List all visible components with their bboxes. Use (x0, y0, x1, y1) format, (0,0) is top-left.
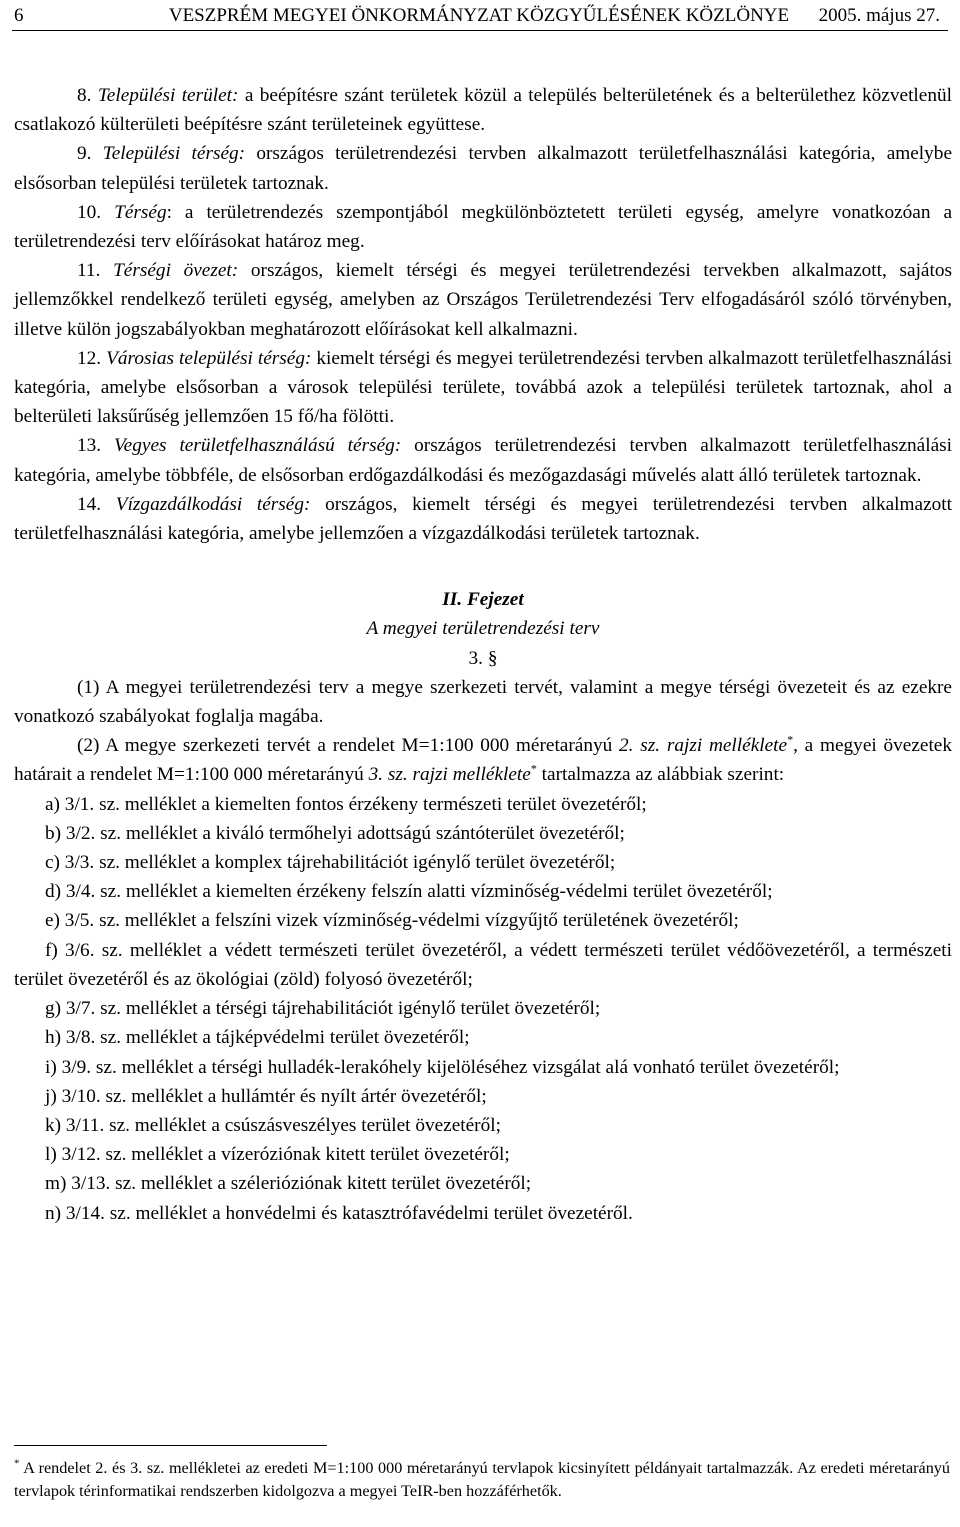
list-item: g) 3/7. sz. melléklet a térségi tájrehabilitációt igénylő terület övezetéről; (45, 998, 601, 1020)
list-item: f) 3/6. sz. melléklet a védett természeti terület övezetéről, a védett természeti terület védőövezetéről, a természeti terület övezetéről és az ökológiai (zöld) folyosó övezetéről; (14, 939, 952, 990)
issue-date: 2005. május 27. (818, 5, 940, 26)
definition-9: 9. Települési térség: országos területrendezési tervben alkalmazott területfelhasználási kategória, amelybe elsősorban települési területek tartoznak. (14, 143, 953, 194)
definition-12: 12. Városias települési térség: kiemelt térségi és megyei területrendezési tervben alkalmazott területfelhasználási kategória, amelybe elsősorban a városok települési területe, továbbá azok a települési területek tartoznak, ahol a belterületi laksűrűség jellemzően 15 fő/ha fölötti. (14, 347, 952, 428)
list-item: l) 3/12. sz. melléklet a vízeróziónak kitett terület övezetéről; (45, 1144, 510, 1166)
list-item: c) 3/3. sz. melléklet a komplex tájrehabilitációt igénylő terület övezetéről; (45, 852, 616, 874)
list-item: k) 3/11. sz. melléklet a csúszásveszélyes terület övezetéről; (45, 1114, 501, 1136)
definition-11: 11. Térségi övezet: országos, kiemelt térségi és megyei területrendezési tervekben alkalmazott, sajátos jellemzőkkel rendelkező területi egység, amelyben az Országos Területrendezési Terv elfogadásáról szóló törvényben, illetve külön jogszabályokban meghatározott előírásokat kell alkalmazni. (14, 260, 952, 340)
page-header (14, 3, 944, 29)
document-body (14, 81, 952, 1228)
footnote-ref: * (530, 762, 537, 777)
definition-term: Térségi övezet: (113, 260, 239, 282)
footnote-mark: * (14, 1457, 20, 1470)
chapter-subtitle: A megyei területrendezési terv (366, 618, 600, 640)
list-item: e) 3/5. sz. melléklet a felszíni vizek vízminőség-védelmi vízgyűjtő területének övezetéről; (45, 910, 739, 932)
footnote-rule (14, 1445, 327, 1446)
list-item: j) 3/10. sz. melléklet a hullámtér és nyílt ártér övezetéről; (45, 1085, 487, 1107)
footnote-ref: * (787, 732, 794, 747)
section-number: 3. § (468, 647, 498, 669)
journal-title: VESZPRÉM MEGYEI ÖNKORMÁNYZAT KÖZGYŰLÉSÉNEK KÖZLÖNYE (168, 5, 790, 26)
header-rule (12, 30, 948, 31)
list-item: i) 3/9. sz. melléklet a térségi hulladék-lerakóhely kijelöléséhez vizsgálat alá vonható terület övezetéről; (45, 1056, 840, 1078)
definition-8: 8. Települési terület: a beépítésre szánt területek közül a település belterületének és a belterülethez közvetlenül csatlakozó külterületi beépítésre szánt területeinek együttese. (14, 85, 952, 136)
footnote: * A rendelet 2. és 3. sz. mellékletei az eredeti M=1:100 000 méretarányú tervlapok kicsinyített példányait tartalmazzák. Az eredeti méretarányú tervlapok térinformatikai rendszerben kidolgozva a megyei TeIR-ben hozzáférhetők. (14, 1457, 950, 1500)
definition-13: 13. Vegyes területfelhasználású térség: országos területrendezési tervben alkalmazott területfelhasználási kategória, amelybe többféle, de elsősorban erdőgazdálkodási és mezőgazdasági művelés alatt álló területek tartoznak. (14, 435, 952, 486)
paragraph-1: (1) A megyei területrendezési terv a megye szerkezeti tervét, valamint a megye térségi övezeteit és az ezekre vonatkozó szabályokat foglalja magába. (14, 676, 952, 728)
chapter-heading: II. Fejezet (442, 589, 524, 611)
page-number: 6 (14, 5, 24, 26)
list-item: m) 3/13. sz. melléklet a szélerióziónak kitett terület övezetéről; (45, 1173, 532, 1195)
definition-term: Térség (114, 201, 167, 223)
definition-term: Vegyes területfelhasználású térség: (114, 435, 402, 457)
definition-10: 10. Térség: a területrendezés szempontjából megkülönböztetett területi egység, amelyre vonatkozóan a területrendezési terv előírásokat határoz meg. (14, 201, 953, 253)
list-item: n) 3/14. sz. melléklet a honvédelmi és katasztrófavédelmi terület övezetéről. (45, 1202, 633, 1224)
definition-term: Települési térség: (102, 143, 246, 165)
paragraph-2: (2) A megye szerkezeti tervét a rendelet M=1:100 000 méretarányú 2. sz. rajzi melléklete*, a megyei övezetek határait a rendelet M=1:100 000 méretarányú 3. sz. rajzi melléklete* tartalmazza az alábbiak szerint: (14, 732, 952, 786)
definition-14: 14. Vízgazdálkodási térség: országos, kiemelt térségi és megyei területrendezési tervben alkalmazott területfelhasználási kategória, amelybe jellemzően a vízgazdálkodási területek tartoznak. (14, 493, 952, 545)
list-item: a) 3/1. sz. melléklet a kiemelten fontos érzékeny természeti terület övezetéről; (45, 793, 647, 815)
definition-term: Települési terület: (97, 85, 239, 106)
annex-list (14, 790, 952, 1228)
list-item: d) 3/4. sz. melléklet a kiemelten érzékeny felszín alatti vízminőség-védelmi terület övezetéről; (45, 881, 773, 903)
list-item: b) 3/2. sz. melléklet a kiváló termőhelyi adottságú szántóterület övezetéről; (45, 822, 625, 844)
definition-term: Városias települési térség: (106, 347, 312, 369)
definition-term: Vízgazdálkodási térség: (115, 493, 311, 515)
list-item: h) 3/8. sz. melléklet a tájképvédelmi terület övezetéről; (45, 1027, 470, 1049)
